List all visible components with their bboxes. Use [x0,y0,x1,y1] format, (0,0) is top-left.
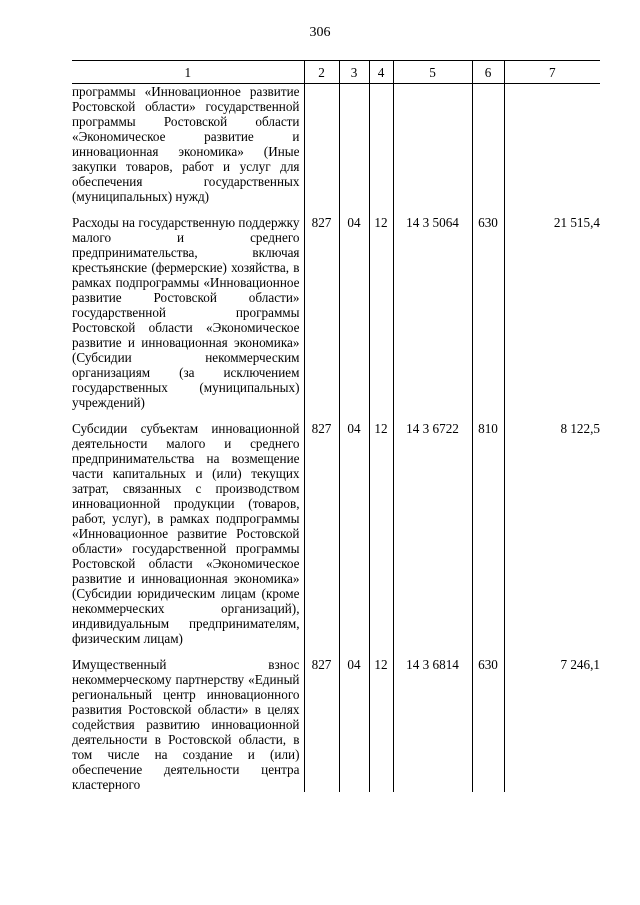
row-description: Расходы на государственную поддержку малого и среднего предпринимательства, включая крестьянские (фермерские) хозяйства, в рамках подпрограммы «Инновационное развитие Ростовской области» государственной программы Ростовской области «Экономическое развитие и инновационная экономика» (Субсидии некоммерческим организациям (за исключением государственных (муниципальных) учреждений) [72,204,304,410]
row-subsection-code [369,84,393,205]
row-section-code: 04 [339,646,369,792]
row-section-code [339,84,369,205]
table-body [72,84,600,793]
row-target-code: 14 3 5064 [393,204,472,410]
table-row [72,646,600,792]
column-header-3: 3 [339,61,369,84]
table-row [72,204,600,410]
row-subsection-code: 12 [369,646,393,792]
row-description: Имущественный взнос некоммерческому партнерству «Единый региональный центр инновационного развития Ростовской области» в целях содействия развитию инновационной деятельности в Ростовской области, в том числе на создание и (или) обеспечение деятельности центра кластерного [72,646,304,792]
row-amount: 8 122,5 [504,410,600,646]
row-subsection-code: 12 [369,410,393,646]
row-amount: 7 246,1 [504,646,600,792]
column-header-5: 5 [393,61,472,84]
row-amount [504,84,600,205]
row-expense-type-code: 630 [472,204,504,410]
row-ministry-code: 827 [304,410,339,646]
row-target-code [393,84,472,205]
column-header-1: 1 [72,61,304,84]
row-description: Субсидии субъектам инновационной деятельности малого и среднего предпринимательства на возмещение части капитальных и (или) текущих затрат, связанных с производством инновационной продукции (товаров, работ, услуг), в рамках подпрограммы «Инновационное развитие Ростовской области» государственной программы Ростовской области «Экономическое развитие и инновационная экономика» (Субсидии юридическим лицам (кроме некоммерческих организаций), индивидуальным предпринимателям, физическим лицам) [72,410,304,646]
table-header [72,61,600,84]
row-section-code: 04 [339,410,369,646]
page-number: 306 [309,25,331,40]
header-row [72,61,600,84]
row-amount: 21 515,4 [504,204,600,410]
row-expense-type-code [472,84,504,205]
row-target-code: 14 3 6722 [393,410,472,646]
row-subsection-code: 12 [369,204,393,410]
row-ministry-code [304,84,339,205]
budget-table [72,60,600,792]
table-row [72,410,600,646]
column-header-4: 4 [369,61,393,84]
column-header-6: 6 [472,61,504,84]
column-header-2: 2 [304,61,339,84]
row-description: программы «Инновационное развитие Ростовской области» государственной программы Ростовской области «Экономическое развитие и инновационная экономика» (Иные закупки товаров, работ и услуг для обеспечения государственных (муниципальных) нужд) [72,84,304,205]
row-expense-type-code: 810 [472,410,504,646]
row-target-code: 14 3 6814 [393,646,472,792]
row-ministry-code: 827 [304,204,339,410]
table-row [72,84,600,205]
column-header-7: 7 [504,61,600,84]
row-expense-type-code: 630 [472,646,504,792]
row-section-code: 04 [339,204,369,410]
row-ministry-code: 827 [304,646,339,792]
